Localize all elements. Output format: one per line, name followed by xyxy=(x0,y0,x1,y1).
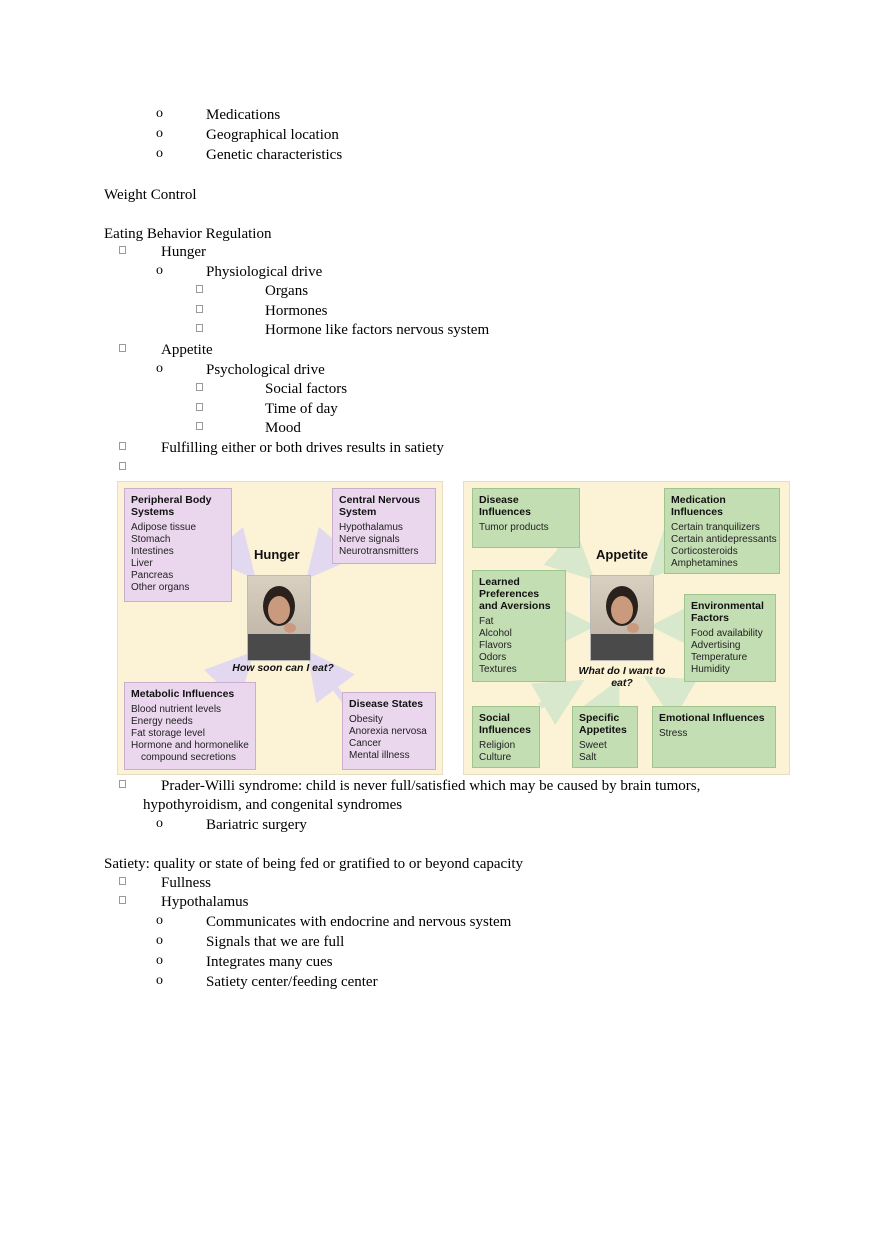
box-item: Obesity xyxy=(349,714,383,725)
medication-influences-box xyxy=(664,488,780,574)
box-item: Anorexia nervosa xyxy=(349,726,427,737)
list-item: Hunger xyxy=(161,244,206,260)
list-item: Geographical location xyxy=(206,127,339,143)
list-item: Integrates many cues xyxy=(206,954,333,970)
bullet-icon xyxy=(119,877,126,885)
box-item: Humidity xyxy=(691,664,730,675)
environmental-factors-box xyxy=(684,594,776,682)
emotional-influences-box xyxy=(652,706,776,768)
box-item: Hypothalamus xyxy=(339,522,403,533)
bullet-icon xyxy=(196,305,203,313)
box-title: Metabolic Influences xyxy=(131,688,235,700)
appetite-figure xyxy=(463,481,790,775)
central-nervous-box xyxy=(332,488,436,564)
box-item: Culture xyxy=(479,752,512,763)
bullet-icon xyxy=(119,344,126,352)
box-item: Alcohol xyxy=(479,628,512,639)
metabolic-influences-box xyxy=(124,682,256,770)
list-item: Communicates with endocrine and nervous system xyxy=(206,914,512,930)
list-item: Social factors xyxy=(265,381,348,397)
list-item: Mood xyxy=(265,420,301,436)
list-item: Time of day xyxy=(265,401,338,417)
box-item: Odors xyxy=(479,652,507,663)
hunger-figure xyxy=(117,481,443,775)
list-item: Appetite xyxy=(161,342,213,358)
disease-states-box xyxy=(342,692,436,770)
list-item: Hormones xyxy=(265,303,328,319)
list-item: Medications xyxy=(206,107,281,123)
list-item: Prader-Willi syndrome: child is never full/satisfied which may be caused by brain tumors, xyxy=(161,778,701,794)
list-item: Satiety center/feeding center xyxy=(206,974,378,990)
list-item: Organs xyxy=(265,283,309,299)
disease-influences-box xyxy=(472,488,580,548)
bullet-icon xyxy=(196,324,203,332)
list-marker: o xyxy=(156,361,163,376)
list-marker: o xyxy=(156,816,163,831)
box-item: Flavors xyxy=(479,640,512,651)
box-title: Specific Appetites xyxy=(579,712,627,736)
woman-illustration-icon xyxy=(248,576,310,660)
list-marker: o xyxy=(156,146,163,161)
list-marker: o xyxy=(156,263,163,278)
bullet-icon xyxy=(196,285,203,293)
box-item: compound secretions xyxy=(141,752,237,763)
bullet-icon xyxy=(196,383,203,391)
social-influences-box xyxy=(472,706,540,768)
box-item: Food availability xyxy=(691,628,763,639)
list-marker: o xyxy=(156,953,163,968)
list-item: Psychological drive xyxy=(206,362,325,378)
box-title: Learned Preferences and Aversions xyxy=(479,576,551,612)
list-item: Hormone like factors nervous system xyxy=(265,322,490,338)
bullet-icon xyxy=(119,896,126,904)
list-item: Signals that we are full xyxy=(206,934,345,950)
bullet-icon xyxy=(196,422,203,430)
box-item: Mental illness xyxy=(349,750,410,761)
box-item: Certain tranquilizers xyxy=(671,522,760,533)
list-item: Fullness xyxy=(161,875,212,891)
list-marker: o xyxy=(156,106,163,121)
bullet-icon xyxy=(119,780,126,788)
box-item: Fat storage level xyxy=(131,728,205,739)
list-item: Bariatric surgery xyxy=(206,817,307,833)
box-item: Certain antidepressants xyxy=(671,534,777,545)
box-item: Nerve signals xyxy=(339,534,400,545)
bullet-icon xyxy=(119,246,126,254)
box-item: Corticosteroids xyxy=(671,546,738,557)
figure-title: Appetite xyxy=(596,547,648,562)
box-item: Tumor products xyxy=(479,522,549,533)
list-marker: o xyxy=(156,913,163,928)
list-marker: o xyxy=(156,126,163,141)
box-item: Hormone and hormonelike xyxy=(131,740,249,751)
box-item: Sweet xyxy=(579,740,607,751)
box-title: Medication Influences xyxy=(671,494,726,518)
box-title: Environmental Factors xyxy=(691,600,764,624)
list-marker: o xyxy=(156,933,163,948)
box-item: Advertising xyxy=(691,640,741,651)
box-item: Textures xyxy=(479,664,517,675)
box-item: Adipose tissue xyxy=(131,522,197,533)
box-title: Social Influences xyxy=(479,712,531,736)
box-item: Blood nutrient levels xyxy=(131,704,222,715)
section-heading: Weight Control xyxy=(104,187,197,203)
box-item: Salt xyxy=(579,752,597,763)
peripheral-body-box xyxy=(124,488,232,602)
box-item: Intestines xyxy=(131,546,174,557)
box-item: Cancer xyxy=(349,738,382,749)
woman-illustration-icon xyxy=(591,576,653,660)
box-item: Liver xyxy=(131,558,153,569)
box-item: Energy needs xyxy=(131,716,193,727)
list-item: Hypothalamus xyxy=(161,894,249,910)
bullet-icon xyxy=(119,462,126,470)
list-item: Genetic characteristics xyxy=(206,147,343,163)
question-text: How soon can I eat? xyxy=(232,662,334,674)
section-heading: Satiety: quality or state of being fed or gratified to or beyond capacity xyxy=(104,856,524,872)
figure-title: Hunger xyxy=(254,547,300,562)
list-marker: o xyxy=(156,973,163,988)
specific-appetites-box xyxy=(572,706,638,768)
question-text: What do I want to eat? xyxy=(578,665,666,689)
box-item: Stomach xyxy=(131,534,171,545)
woman-photo xyxy=(590,575,654,661)
section-heading: Eating Behavior Regulation xyxy=(104,226,272,242)
box-item: Pancreas xyxy=(131,570,174,581)
list-item: Physiological drive xyxy=(206,264,323,280)
box-title: Emotional Influences xyxy=(659,712,765,724)
box-item: Religion xyxy=(479,740,516,751)
list-item-continuation: hypothyroidism, and congenital syndromes xyxy=(143,797,403,813)
box-item: Amphetamines xyxy=(671,558,738,569)
box-item: Stress xyxy=(659,728,688,739)
box-title: Peripheral Body Systems xyxy=(131,494,212,518)
box-title: Disease States xyxy=(349,698,424,710)
bullet-icon xyxy=(119,442,126,450)
box-title: Disease Influences xyxy=(479,494,531,518)
woman-photo xyxy=(247,575,311,661)
box-item: Fat xyxy=(479,616,494,627)
box-item: Neurotransmitters xyxy=(339,546,419,557)
box-title: Central Nervous System xyxy=(339,494,421,518)
box-item: Temperature xyxy=(691,652,748,663)
learned-preferences-box xyxy=(472,570,566,682)
box-item: Other organs xyxy=(131,582,190,593)
list-item: Fulfilling either or both drives results in satiety xyxy=(161,440,444,456)
bullet-icon xyxy=(196,403,203,411)
